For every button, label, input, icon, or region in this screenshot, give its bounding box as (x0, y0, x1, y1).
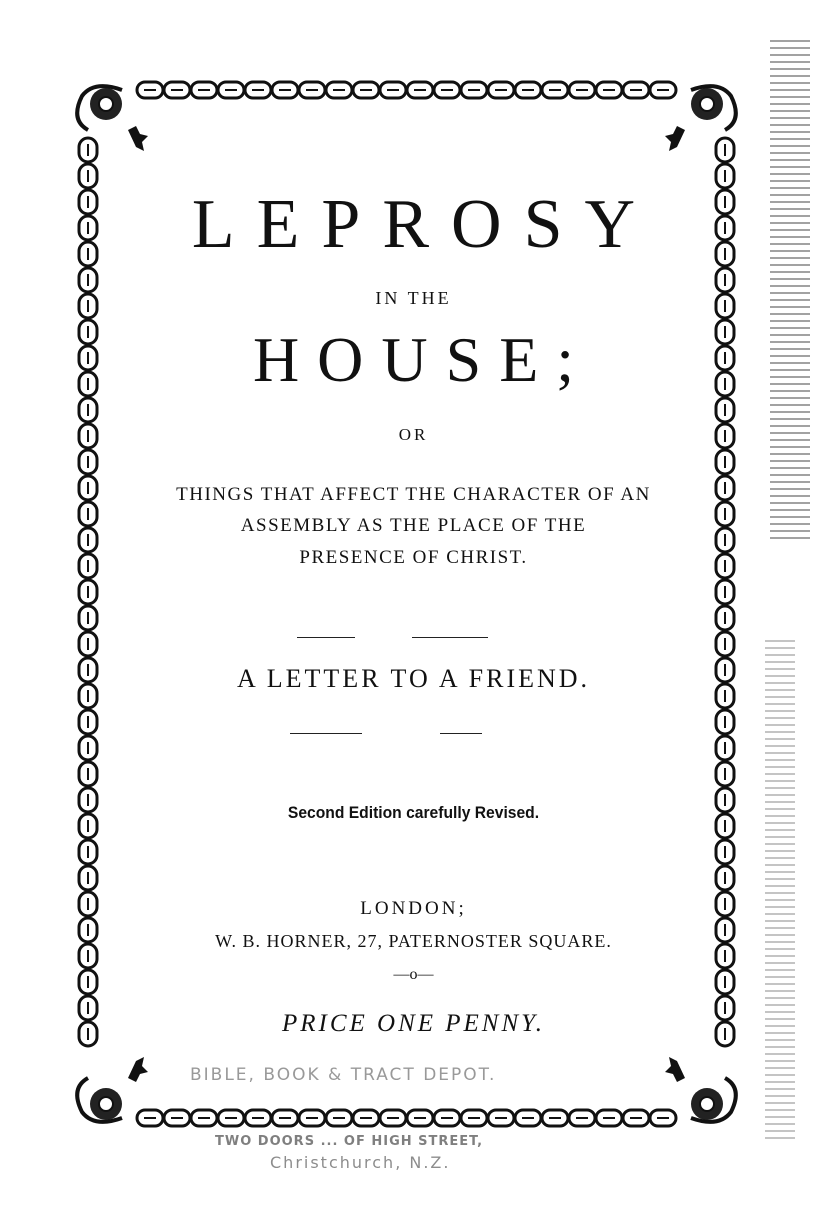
corner-leaf (128, 1057, 148, 1082)
rule-right-bottom (440, 733, 482, 734)
page-edge-stain-lower (765, 640, 795, 1140)
rule-right-top (412, 637, 488, 638)
depot-stamp-line-3: Christchurch, N.Z. (270, 1153, 451, 1172)
subtitle-line-3: PRESENCE OF CHRIST. (299, 547, 528, 568)
corner-leaf (665, 1057, 685, 1082)
corner-leaf (665, 126, 685, 151)
publisher-city: LONDON; (360, 898, 467, 919)
edition-note: Second Edition carefully Revised. (287, 803, 540, 822)
title-leprosy: LEPROSY (191, 186, 658, 263)
title-in-the: IN THE (375, 288, 452, 308)
subtitle-line-2: ASSEMBLY AS THE PLACE OF THE (240, 515, 587, 536)
depot-stamp-line-2: TWO DOORS ... OF HIGH STREET, (215, 1134, 484, 1149)
title-house: HOUSE; (252, 324, 593, 395)
title-or: OR (398, 425, 429, 444)
rule-left-bottom (290, 733, 362, 734)
subtitle-line-1: THINGS THAT AFFECT THE CHARACTER OF AN (176, 484, 651, 505)
depot-stamp-line-1: BIBLE, BOOK & TRACT DEPOT. (190, 1065, 497, 1085)
corner-leaf (128, 126, 148, 151)
publisher-address: W. B. HORNER, 27, PATERNOSTER SQUARE. (215, 931, 612, 951)
publisher-separator: —o— (393, 966, 434, 983)
rule-left-top (297, 637, 355, 638)
price-line: PRICE ONE PENNY. (281, 1010, 546, 1037)
letter-heading: A LETTER TO A FRIEND. (236, 664, 591, 693)
